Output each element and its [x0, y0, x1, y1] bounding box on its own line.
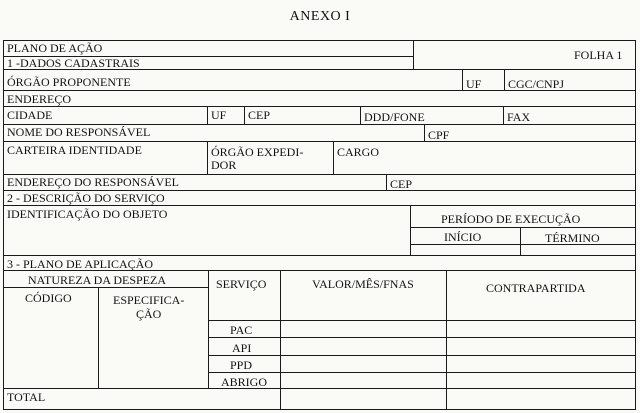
- natureza-despeza-label: NATUREZA DA DESPEZA: [28, 273, 167, 287]
- periodo-execucao-label: PERÍODO DE EXECUÇÃO: [441, 212, 581, 226]
- rule-v-cep2: [386, 174, 387, 190]
- rule-after-endereco: [3, 106, 636, 107]
- rule-inicio-termino: [410, 244, 636, 245]
- rule-after-nome: [3, 141, 636, 142]
- orgao-proponente-label: ÓRGÃO PROPONENTE: [7, 75, 131, 89]
- rule-after-section2: [3, 205, 636, 206]
- rule-after-natureza: [3, 287, 208, 288]
- servico-label: SERVIÇO: [216, 277, 267, 291]
- rule-v-cpf: [424, 124, 425, 141]
- section3-title: 3 - PLANO DE APLICAÇÃO: [7, 257, 154, 271]
- rule-v-cgc: [504, 69, 505, 90]
- cidade-label: CIDADE: [7, 108, 53, 122]
- rule-v-uf2: [207, 106, 208, 124]
- contrapartida-label: CONTRAPARTIDA: [486, 281, 586, 295]
- carteira-identidade-label: CARTEIRA IDENTIDADE: [7, 143, 142, 157]
- orgao-expedidor-label-line2: DOR: [211, 158, 237, 172]
- section1-title: 1 -DADOS CADASTRAIS: [7, 56, 140, 70]
- cgc-cnpj-label: CGC/CNPJ: [508, 77, 565, 91]
- uf-label-1: UF: [466, 77, 482, 91]
- especificacao-label-line1: ESPECIFICA-: [113, 293, 185, 307]
- fax-label: FAX: [507, 110, 531, 124]
- rule-api: [208, 355, 636, 356]
- cep-label-2: CEP: [390, 177, 413, 191]
- rule-v-cep1: [244, 106, 245, 124]
- orgao-expedidor-label-line1: ÓRGÃO EXPEDI-: [211, 145, 304, 159]
- folha-label: FOLHA 1: [574, 48, 623, 62]
- especificacao-label-line2: ÇÃO: [136, 307, 162, 321]
- service-abrigo: ABRIGO: [221, 375, 268, 389]
- rule-periodo: [410, 227, 636, 228]
- section2-title: 2 - DESCRIÇÃO DO SERVIÇO: [7, 191, 165, 205]
- rule-ppd: [208, 372, 636, 373]
- codigo-label: CÓDIGO: [25, 291, 72, 305]
- inicio-label: INÍCIO: [444, 230, 482, 244]
- service-ppd: PPD: [230, 358, 253, 372]
- rule-v-fax: [503, 106, 504, 124]
- rule-v-servico: [280, 270, 281, 410]
- valor-mes-fnas-label: VALOR/MÊS/FNAS: [312, 277, 414, 291]
- rule-v-ddd: [360, 106, 361, 124]
- cep-label-1: CEP: [248, 108, 271, 122]
- rule-v-orgao-exp: [207, 141, 208, 174]
- plano-de-acao-label: PLANO DE AÇÃO: [7, 41, 103, 55]
- total-label: TOTAL: [7, 390, 46, 404]
- rule-v-cargo: [333, 141, 334, 174]
- rule-pac: [208, 337, 636, 338]
- rule-v-natureza: [208, 270, 209, 388]
- rule-v-periodo: [410, 205, 411, 255]
- rule-v-folha: [413, 40, 414, 69]
- termino-label: TÉRMINO: [545, 231, 600, 245]
- cargo-label: CARGO: [337, 145, 380, 159]
- rule-v-inicio: [520, 227, 521, 255]
- annex-title: ANEXO I: [289, 9, 351, 24]
- nome-responsavel-label: NOME DO RESPONSÁVEL: [7, 125, 151, 139]
- rule-v-uf1: [462, 69, 463, 90]
- service-api: API: [232, 341, 252, 355]
- endereco-label: ENDEREÇO: [7, 92, 71, 106]
- uf-label-2: UF: [211, 108, 227, 122]
- rule-before-section3: [3, 255, 636, 256]
- service-pac: PAC: [230, 323, 253, 337]
- endereco-responsavel-label: ENDEREÇO DO RESPONSÁVEL: [7, 175, 180, 189]
- rule-v-valor: [446, 270, 447, 410]
- ddd-fone-label: DDD/FONE: [364, 110, 425, 124]
- rule-v-codigo: [98, 287, 99, 388]
- rule-header-bottom: [208, 320, 636, 321]
- identificacao-objeto-label: IDENTIFICAÇÃO DO OBJETO: [7, 207, 168, 221]
- rule-before-total: [3, 388, 636, 389]
- cpf-label: CPF: [428, 128, 450, 142]
